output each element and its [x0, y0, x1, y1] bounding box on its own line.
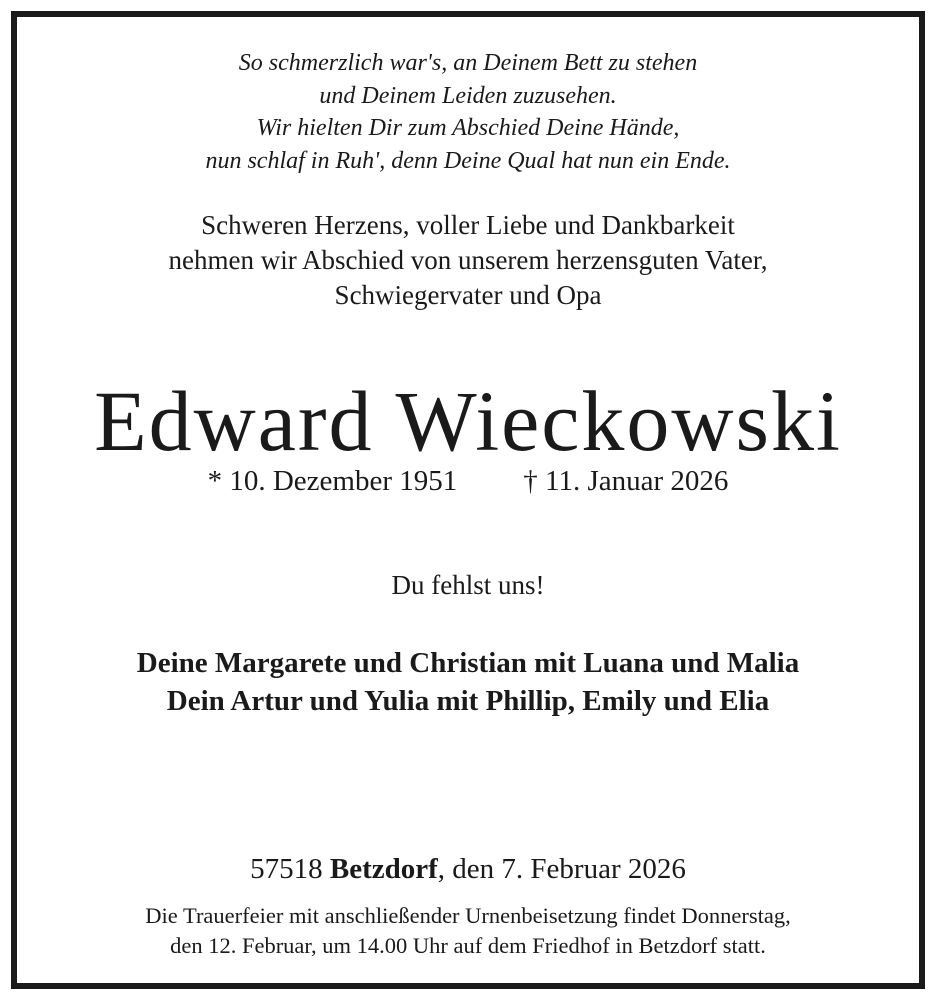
- notice-date: , den 7. Februar 2026: [437, 853, 686, 885]
- intro-line: Schweren Herzens, voller Liebe und Dankbarkeit: [201, 210, 735, 240]
- poem-line: nun schlaf in Ruh', denn Deine Qual hat nun ein Ende.: [205, 147, 731, 174]
- mourners-list: [17, 644, 919, 720]
- intro-line: nehmen wir Abschied von unserem herzensguten Vater,: [168, 245, 768, 275]
- farewell-intro: [17, 208, 919, 313]
- funeral-details: [17, 901, 919, 961]
- poem-line: und Deinem Leiden zuzusehen.: [319, 82, 617, 109]
- funeral-line: Die Trauerfeier mit anschließender Urnenbeisetzung findet Donnerstag,: [145, 903, 791, 928]
- mourner-line: Deine Margarete und Christian mit Luana und Malia: [136, 647, 800, 679]
- city-name: Betzdorf: [329, 853, 438, 885]
- deceased-name: Edward Wieckowski: [94, 373, 842, 469]
- mourner-line: Dein Artur und Yulia mit Phillip, Emily und Elia: [166, 685, 770, 717]
- birth-date: * 10. Dezember 1951: [207, 465, 458, 497]
- poem-line: So schmerzlich war's, an Deinem Bett zu stehen: [238, 50, 698, 76]
- death-date: † 11. Januar 2026: [523, 465, 729, 497]
- memorial-poem: [17, 47, 919, 177]
- place-and-date: [17, 851, 919, 887]
- intro-line: Schwiegervater und Opa: [334, 280, 602, 310]
- postal-code: 57518: [250, 853, 323, 885]
- poem-line: Wir hielten Dir zum Abschied Deine Hände,: [256, 115, 680, 141]
- farewell-message: Du fehlst uns!: [391, 570, 545, 600]
- life-dates: [17, 463, 919, 499]
- funeral-line: den 12. Februar, um 14.00 Uhr auf dem Friedhof in Betzdorf statt.: [170, 933, 766, 958]
- obituary-notice: [11, 11, 925, 989]
